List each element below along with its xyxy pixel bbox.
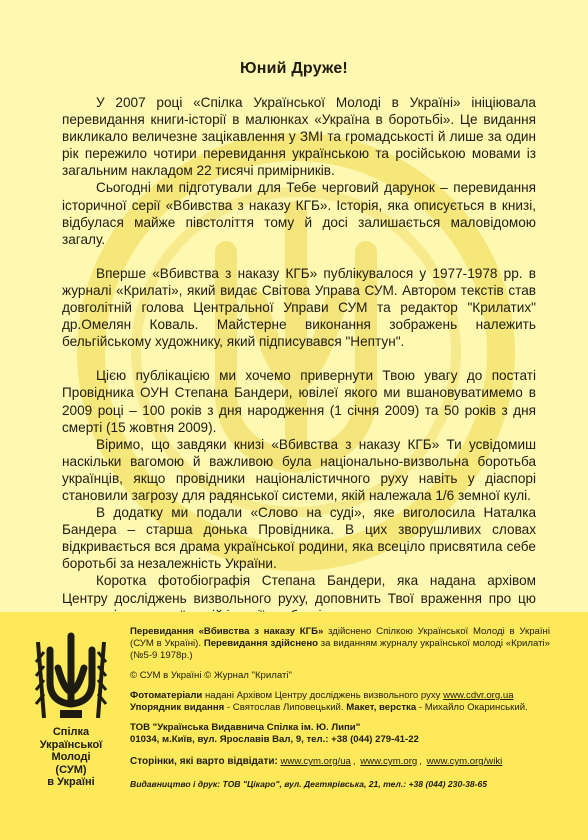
reprint-info [130, 626, 550, 662]
compiler-line [130, 702, 550, 714]
logo-caption-line: Української [39, 738, 103, 751]
reprint-text: здійснено Спілкою Української Молоді в Україні (СУМ в Україні). [130, 626, 550, 649]
logo-caption-line: Спілка [52, 726, 90, 738]
reprint-title: Перевидання «Вбивства з наказу КГБ» [130, 626, 324, 637]
compiler-label: Упорядник видання [130, 702, 225, 713]
logo-caption [22, 726, 120, 789]
publisher-address [130, 734, 550, 746]
web-link-main[interactable]: www.cym.org [360, 756, 418, 767]
photo-credits [130, 690, 550, 702]
paragraph: Сьогодні ми підготували для Тебе черговий дарунок – перевидання історичної серії «Вбивства з наказу КГБ». Історія, яка описується в книзі, відбулася майже півстоліття тому й досі залишається маловідомою загалу. [62, 180, 536, 247]
web-links: Сторінки, які варто відвідати: www.cym.org/ua , www.cym.org , www.cym.org/wiki [130, 756, 503, 767]
layout-text: - Михайло Окаринський. [416, 702, 528, 713]
paragraph: У 2007 році «Спілка Української Молоді в Україні» ініціювала перевидання книги-історії в малюнках «Україна в боротьбі». Це видання викликало величезне зацікавлення у ЗМІ та громадськості й лише за один рік пережило чотири перевидання українською та російською мовами із загальним накладом 22 тисячі примірників. [62, 95, 536, 179]
web-link-wiki[interactable]: www.cym.org/wiki [426, 756, 503, 767]
publisher-address-text: 01034, м.Київ, вул. Ярославів Вал, 9, тел.: +38 (044) 279-41-22 [130, 734, 419, 745]
layout-label: Макет, верстка [346, 702, 417, 713]
logo-caption-line: Молоді [51, 751, 91, 763]
compiler-text: - Святослав Липовецький. [224, 702, 347, 713]
printer-line: Видавництво і друк: ТОВ "Цікаро", вул. Дегтярівська, 21, тел.: +38 (044) 230-38-65 [130, 779, 488, 789]
paragraph: В додатку ми подали «Слово на суді», яке виголосила Наталка Бандера – старша донька Провідника. В цих зворушливих словах відкривається вся драма української родини, яка всецілo присвятила себе боротьбі за незалежність України. [62, 505, 536, 572]
copyright-line: © СУМ в Україні © Журнал "Крилаті" [130, 670, 292, 681]
logo-caption-line: в Україні [47, 776, 95, 788]
letter-body [62, 94, 536, 624]
paragraph: Цією публікацією ми хочемо привернути Твою увагу до постаті Провідника ОУН Степана Бандери, ювілеї якого ми вшановуватимемо в 2009 році – 100 років з дня народження (1 січня 2009) та 50 років з дня смерті (15 жовтня 2009). [62, 368, 536, 435]
reprint-text-2: за виданням журналу української молоді «Крилаті» (№5-9 1978р.) [130, 638, 550, 661]
publisher-name [130, 722, 550, 734]
web-link-ua[interactable]: www.cym.org/ua [280, 756, 351, 767]
imprint-credits [130, 626, 550, 790]
sum-emblem-icon [30, 632, 112, 724]
page-title: Юний Друже! [240, 60, 348, 77]
web-label: Сторінки, які варто відвідати: [130, 756, 278, 767]
paragraph: Вперше «Вбивства з наказу КГБ» публікувалося у 1977-1978 рр. в журналі «Крилаті», який видає Світова Управа СУМ. Автором текстів став довголітній голова Центральної Управи СУМ та редактор "Крилатих" др.Омелян Коваль. Майстерне виконання зображень належить бельгійському художнику, який підписувався "Нептун". [62, 265, 536, 350]
photo-label: Фотоматеріали [130, 690, 203, 701]
photo-text: надані Архівом Центру досліджень визвольного руху [202, 690, 444, 701]
paragraph: Віримо, що завдяки книзі «Вбивства з наказу КГБ» Ти усвідомиш наскільки вагомою й важливою була національно-визвольна боротьба українців, якщо провідники націоналістичного руху навіть у діаспорі становили загрозу для радянської системи, якій належала 1/6 земної кулі. [62, 436, 536, 503]
publisher-name-text: ТОВ "Українська Видавнича Спілка ім. Ю. Липи" [130, 722, 361, 733]
cdvr-link[interactable]: www.cdvr.org.ua [443, 690, 514, 701]
reprint-bold: Перевидання здійснено [203, 638, 318, 649]
logo-caption-line: (СУМ) [55, 763, 87, 776]
paragraph: Коротка фотобіографія Степана Бандери, яка надана архівом Центру досліджень визвольного руху, доповнить Твої враження про цю [62, 573, 536, 606]
